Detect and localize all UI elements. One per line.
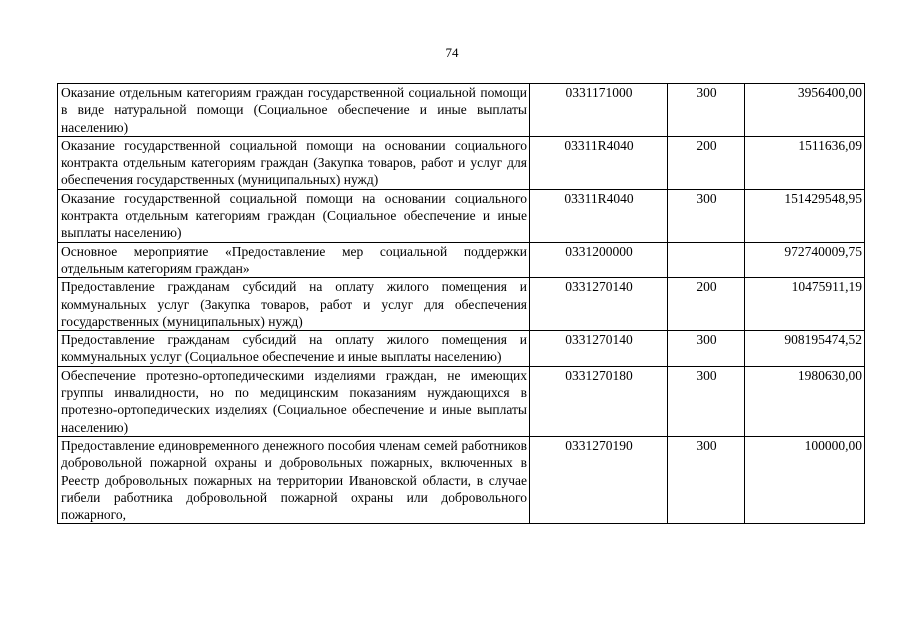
table-row bbox=[58, 366, 865, 436]
page-number: 74 bbox=[445, 45, 459, 60]
expense-name-cell: Основное мероприятие «Предоставление мер социальной поддержки отдельным категориям граждан» bbox=[58, 242, 530, 278]
amount-cell: 908195474,52 bbox=[745, 331, 865, 367]
target-code-cell: 03311R4040 bbox=[530, 189, 668, 242]
table-row bbox=[58, 84, 865, 137]
expense-name-cell: Оказание государственной социальной помощи на основании социального контракта отдельным категориям граждан (Социальное обеспечение и иные выплаты населению) bbox=[58, 189, 530, 242]
table-row bbox=[58, 242, 865, 278]
amount-cell: 1980630,00 bbox=[745, 366, 865, 436]
expense-type-cell: 200 bbox=[668, 278, 745, 331]
expense-name-cell: Предоставление единовременного денежного пособия членам семей работников добровольной пожарной охраны и добровольных пожарных, включенных в Реестр добровольных пожарных на территории Ивановской области, в случае гибели работника добровольной пожарной охраны или добровольного пожарного, bbox=[58, 436, 530, 523]
table-row bbox=[58, 189, 865, 242]
target-code-cell: 0331270140 bbox=[530, 331, 668, 367]
amount-cell: 3956400,00 bbox=[745, 84, 865, 137]
target-code-cell: 03311R4040 bbox=[530, 136, 668, 189]
expense-type-cell: 200 bbox=[668, 136, 745, 189]
target-code-cell: 0331200000 bbox=[530, 242, 668, 278]
amount-cell: 972740009,75 bbox=[745, 242, 865, 278]
expense-name-cell: Предоставление гражданам субсидий на оплату жилого помещения и коммунальных услуг (Закупка товаров, работ и услуг для обеспечения государственных (муниципальных) нужд) bbox=[58, 278, 530, 331]
expense-name-cell: Оказание государственной социальной помощи на основании социального контракта отдельным категориям граждан (Закупка товаров, работ и услуг для обеспечения государственных (муниципальных) нужд) bbox=[58, 136, 530, 189]
expense-type-cell: 300 bbox=[668, 331, 745, 367]
table-row bbox=[58, 136, 865, 189]
expense-name-cell: Оказание отдельным категориям граждан государственной социальной помощи в виде натуральной помощи (Социальное обеспечение и иные выплаты населению) bbox=[58, 84, 530, 137]
expense-type-cell: 300 bbox=[668, 366, 745, 436]
table-row bbox=[58, 436, 865, 523]
amount-cell: 151429548,95 bbox=[745, 189, 865, 242]
target-code-cell: 0331270180 bbox=[530, 366, 668, 436]
expense-type-cell: 300 bbox=[668, 84, 745, 137]
table-row bbox=[58, 331, 865, 367]
expense-name-cell: Предоставление гражданам субсидий на оплату жилого помещения и коммунальных услуг (Социальное обеспечение и иные выплаты населению) bbox=[58, 331, 530, 367]
expense-type-cell: 300 bbox=[668, 189, 745, 242]
target-code-cell: 0331270190 bbox=[530, 436, 668, 523]
expense-type-cell: 300 bbox=[668, 436, 745, 523]
amount-cell: 1511636,09 bbox=[745, 136, 865, 189]
table-row bbox=[58, 278, 865, 331]
expense-type-cell bbox=[668, 242, 745, 278]
budget-table bbox=[57, 83, 865, 524]
expense-name-cell: Обеспечение протезно-ортопедическими изделиями граждан, не имеющих группы инвалидности, но по медицинским показаниям нуждающихся в протезно-ортопедических изделиях (Социальное обеспечение и иные выплаты населению) bbox=[58, 366, 530, 436]
target-code-cell: 0331171000 bbox=[530, 84, 668, 137]
target-code-cell: 0331270140 bbox=[530, 278, 668, 331]
amount-cell: 10475911,19 bbox=[745, 278, 865, 331]
amount-cell: 100000,00 bbox=[745, 436, 865, 523]
